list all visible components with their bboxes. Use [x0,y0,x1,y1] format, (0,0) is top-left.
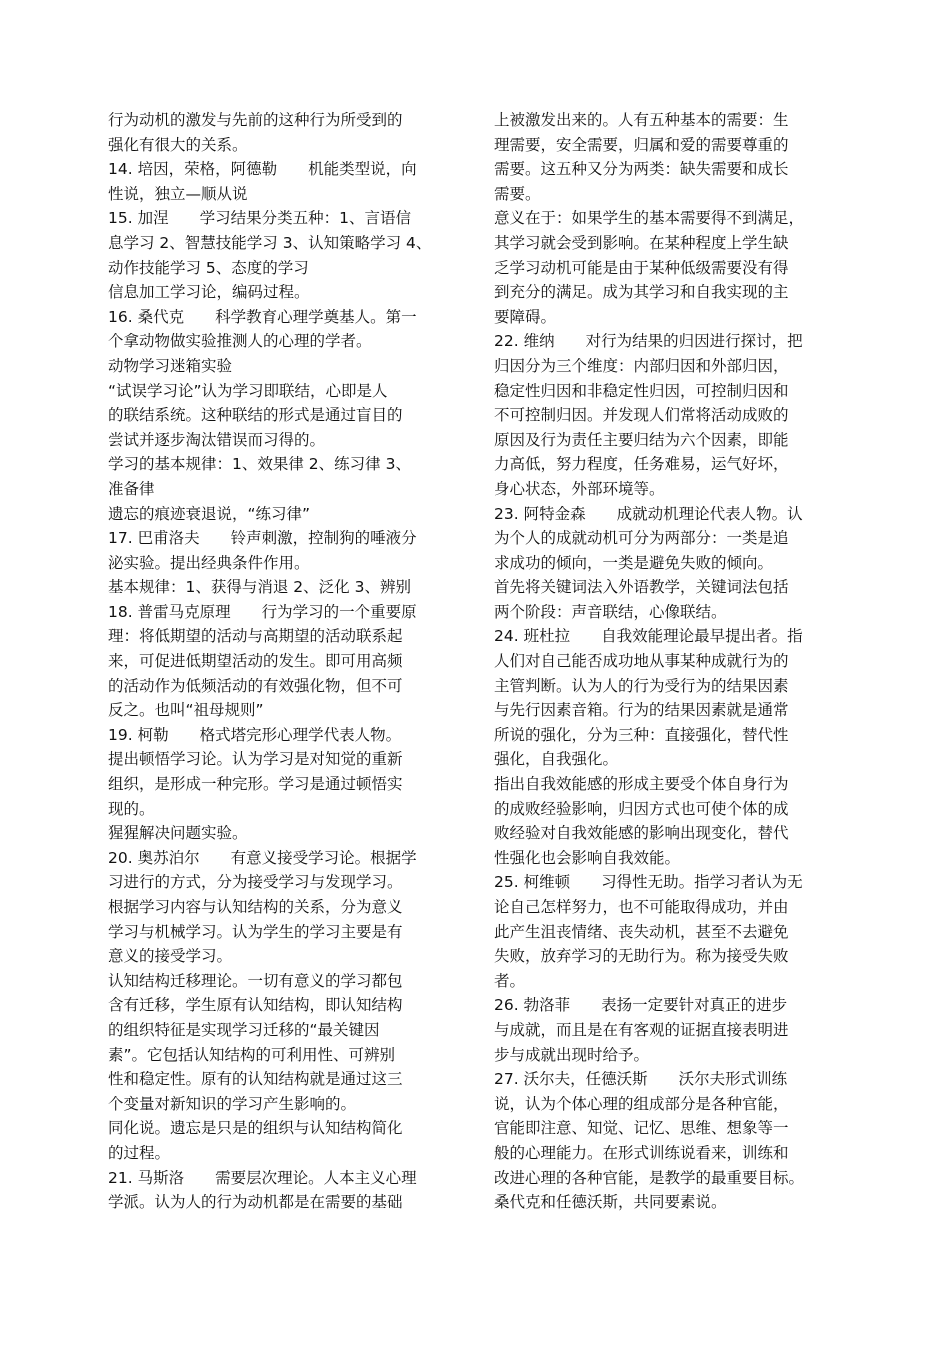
text-line: 桑代克和任德沃斯，共同要素说。 [494,1193,727,1212]
text-line: 反之。也叫“祖母规则” [108,701,264,720]
text-line: 失败，放弃学习的无助行为。称为接受失败 [494,947,789,966]
text-line: 性和稳定性。原有的认知结构就是通过这三 [108,1070,403,1089]
text-line: 败经验对自我效能感的影响出现变化，替代 [494,824,789,843]
text-line: 强化，自我强化。 [494,750,619,769]
text-line: 此产生沮丧情绪、丧失动机，甚至不去避免 [494,922,789,941]
text-line: 18. 普雷马克原理 行为学习的一个重要原 [108,602,417,621]
text-line: 习进行的方式，分为接受学习与发现学习。 [108,873,403,892]
text-line: 性强化也会影响自我效能。 [494,848,681,867]
text-line: 的组织特征是实现学习迁移的“最关键因 [108,1020,380,1039]
text-line: 理需要，安全需要，归属和爱的需要尊重的 [494,135,789,154]
text-line: 性说，独立—顺从说 [108,184,248,203]
text-line: 乏学习动机可能是由于某种低级需要没有得 [494,258,789,277]
text-line: 15. 加涅 学习结果分类五种：1、言语信 [108,209,411,228]
text-line: 指出自我效能感的形成主要受个体自身行为 [494,775,789,794]
text-line: 稳定性归因和非稳定性归因，可控制归因和 [494,381,789,400]
text-line: 到充分的满足。成为其学习和自我实现的主 [494,283,789,302]
text-line: 意义在于：如果学生的基本需要得不到满足， [494,209,805,228]
text-line: 来，可促进低期望活动的发生。即可用高频 [108,652,403,671]
text-line: 其学习就会受到影响。在某种程度上学生缺 [494,233,789,252]
text-line: 个变量对新知识的学习产生影响的。 [108,1094,357,1113]
text-line: 25. 柯维顿 习得性无助。指学习者认为无 [494,873,803,892]
text-line: 上被激发出来的。人有五种基本的需要：生 [494,111,789,129]
text-line: 信息加工学习论，编码过程。 [108,283,310,302]
text-line: 强化有很大的关系。 [108,135,248,154]
text-line: 息学习 2、智慧技能学习 3、认知策略学习 4、 [108,233,432,252]
text-line: 意义的接受学习。 [108,947,233,966]
text-line: 论自己怎样努力，也不可能取得成功，并由 [494,898,789,916]
text-line: 24. 班杜拉 自我效能理论最早提出者。指 [494,627,803,646]
text-line: 首先将关键词法入外语教学，关键词法包括 [494,578,789,597]
text-line: 14. 培因，荣格，阿德勒 机能类型说，向 [108,160,417,179]
text-line: 理：将低期望的活动与高期望的活动联系起 [108,627,403,646]
text-line: 不可控制归因。并发现人们常将活动成败的 [494,406,789,425]
text-line: 27. 沃尔夫，任德沃斯 沃尔夫形式训练 [494,1070,788,1089]
text-line: 准备律 [108,479,155,498]
text-line: 身心状态，外部环境等。 [494,479,665,498]
text-line: 需要。 [494,184,541,203]
text-line: 者。 [494,971,526,990]
text-line: 16. 桑代克 科学教育心理学奠基人。第一 [108,307,417,326]
text-line: 26. 勃洛菲 表扬一定要针对真正的进步 [494,996,788,1015]
text-line: 与成就，而且是在有客观的证据直接表明进 [494,1020,789,1039]
text-line: 说，认为个体心理的组成部分是各种官能， [494,1094,789,1113]
text-line: 22. 维纳 对行为结果的归因进行探讨，把 [494,332,803,351]
text-line: 原因及行为责任主要归结为六个因素，即能 [494,430,789,449]
right-text-column [494,108,854,1215]
text-line: 归因分为三个维度：内部归因和外部归因， [494,356,789,375]
text-line: 官能即注意、知觉、记忆、思维、想象等一 [494,1119,789,1138]
text-line: 组织，是形成一种完形。学习是通过顿悟实 [108,775,403,794]
text-line: 步与成就出现时给予。 [494,1045,650,1064]
text-line: 需要。这五种又分为两类：缺失需要和成长 [494,160,789,179]
text-line: 21. 马斯洛 需要层次理论。人本主义心理 [108,1168,417,1187]
text-line: 现的。 [108,799,155,818]
text-line: “试误学习论”认为学习即联结，心即是人 [108,381,388,400]
text-line: 基本规律：1、获得与消退 2、泛化 3、辨别 [108,578,411,597]
text-line: 主管判断。认为人的行为受行为的结果因素 [494,676,789,695]
text-line: 的过程。 [108,1143,171,1162]
text-line: 要障碍。 [494,307,557,326]
text-line: 泌实验。提出经典条件作用。 [108,553,310,572]
text-line: 认知结构迁移理论。一切有意义的学习都包 [108,971,403,990]
text-line: 为个人的成就动机可分为两部分：一类是追 [494,529,789,548]
text-line: 19. 柯勒 格式塔完形心理学代表人物。 [108,725,402,744]
text-line: 两个阶段：声音联结，心像联结。 [494,602,727,621]
text-line: 尝试并逐步淘汰错误而习得的。 [108,430,326,449]
text-line: 求成功的倾向，一类是避免失败的倾向。 [494,553,774,572]
text-line: 学派。认为人的行为动机都是在需要的基础 [108,1193,403,1212]
text-line: 根据学习内容与认知结构的关系，分为意义 [108,898,403,916]
text-line: 的联结系统。这种联结的形式是通过盲目的 [108,406,403,425]
text-line: 力高低，努力程度，任务难易，运气好坏， [494,455,789,474]
text-line: 提出顿悟学习论。认为学习是对知觉的重新 [108,750,403,769]
text-line: 动物学习迷箱实验 [108,356,233,375]
text-line: 所说的强化，分为三种：直接强化，替代性 [494,725,789,744]
left-text-column [108,108,468,1215]
text-line: 的成败经验影响，归因方式也可使个体的成 [494,799,789,818]
text-line: 同化说。遗忘是只是的组织与认知结构简化 [108,1119,403,1138]
text-line: 20. 奥苏泊尔 有意义接受学习论。根据学 [108,848,417,867]
text-line: 学习与机械学习。认为学生的学习主要是有 [108,922,403,941]
text-line: 个拿动物做实验推测人的心理的学者。 [108,332,372,351]
text-line: 改进心理的各种官能，是教学的最重要目标。 [494,1168,805,1187]
text-line: 猩猩解决问题实验。 [108,824,248,843]
text-line: 的活动作为低频活动的有效强化物，但不可 [108,676,403,695]
text-line: 与先行因素音箱。行为的结果因素就是通常 [494,701,789,720]
text-line: 遗忘的痕迹衰退说，“练习律” [108,504,311,523]
text-line: 含有迁移，学生原有认知结构，即认知结构 [108,996,403,1015]
text-line: 学习的基本规律：1、效果律 2、练习律 3、 [108,455,411,474]
text-line: 行为动机的激发与先前的这种行为所受到的 [108,111,403,129]
text-line: 17. 巴甫洛夫 铃声刺激，控制狗的唾液分 [108,529,417,548]
text-line: 素”。它包括认知结构的可利用性、可辨别 [108,1045,396,1064]
text-line: 般的心理能力。在形式训练说看来，训练和 [494,1143,789,1162]
text-line: 动作技能学习 5、态度的学习 [108,258,309,277]
text-line: 人们对自己能否成功地从事某种成就行为的 [494,652,789,671]
text-line: 23. 阿特金森 成就动机理论代表人物。认 [494,504,803,523]
